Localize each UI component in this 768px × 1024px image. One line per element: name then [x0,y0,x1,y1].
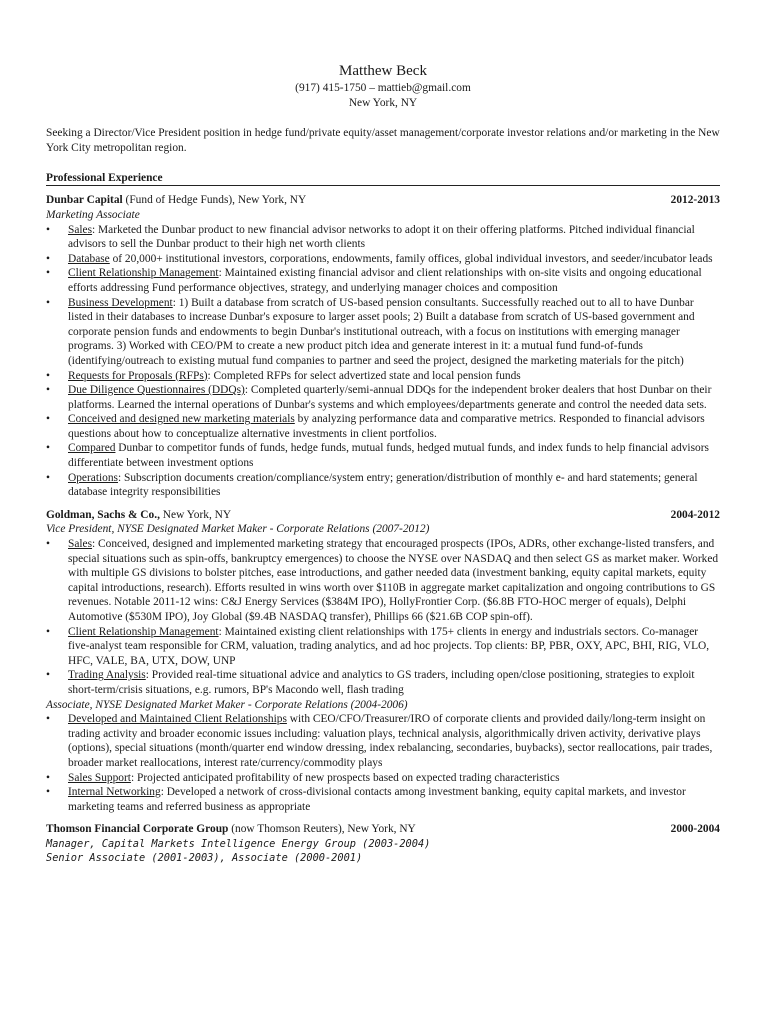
bullet-text: : Completed RFPs for select advertized state and local pension funds [207,369,521,382]
phone-number: (917) 415-1750 [295,82,367,94]
bullet-icon: • [46,442,50,455]
bullet-icon: • [46,669,50,682]
bullet-text: : Provided real-time situational advice and analytics to GS traders, including open/close positioning, strategies to exploit short-term/crisis situations, e.g. rumors, BP's Macondo well, flash trading [68,669,695,696]
bullet-text: : Maintained existing client relationships with 175+ clients in energy and industrials sectors. Co-manager five-analyst team responsible for CRM, valuation, trading analytics, and ad hoc projects. Top clients: BP, PBR, OXY, APC, BHI, RIG, VLO, HFC, VALE, BA, UTX, DOW, UNP [68,625,710,667]
bullet-icon: • [46,384,50,397]
bullet-text: : Conceived, designed and implemented marketing strategy that encouraged prospects (IPOs, ADRs, other exchange-listed transfers, and special situations such as spin-offs, bankruptcy emergences) to choose the NYSE over NASDAQ and then select GS as market maker. Worked with multiple GS divisions to bolster pitches, ease introductions, and gather needed data (investment banking, equity capital markets, equity capital introductions, research). Efforts resulted in wins worth over $110B in aggregate market capitalization and ongoing contributions to GS revenues. Notable 2011-12 wins: C&J Energy Services ($384M IPO), HollyFrontier Corp. ($6.8B FTO-HOC merger of equals), Delphi Automotive ($530M IPO), Joy Global ($9.4B NASDAQ transfer), Phillips 66 ($21.6B COP spin-off). [68,538,719,623]
list-item [46,441,720,470]
bullet-text: : 1) Built a database from scratch of US-based pension consultants. Successfully reached out to all to have Dunbar listed in their databases to increase Dunbar's exposure to larger asset pools; 2) Built a database from scratch of US-based government and corporate pension funds and endowments to begin Dunbar's institutional outreach, with a focus on institutions with emerging manager programs. 3) Worked with CEO/PM to create a new product pitch idea and generate interest in it: a mutual fund fund-of-funds (identifying/outreach to existing mutual fund companies to partner and seed the project, designed the marketing materials for the pitch) [68,296,695,367]
job-goldman-sachs [46,508,720,814]
company-name: Dunbar Capital [46,194,123,207]
list-item [46,625,720,669]
list-item [46,668,720,697]
bullet-icon: • [46,267,50,280]
job-header [46,193,720,208]
list-item [46,537,720,625]
resume-header [46,62,720,110]
bullet-label: Operations [68,471,118,484]
job-dates: 2012-2013 [670,194,720,207]
list-item [46,266,720,295]
email-address[interactable]: mattieb@gmail.com [377,82,471,94]
list-item [46,771,720,786]
section-title-experience: Professional Experience [46,171,720,186]
bullet-icon: • [46,252,50,265]
bullet-label: Sales [68,538,93,551]
bullet-icon: • [46,538,50,551]
candidate-name: Matthew Beck [339,63,427,79]
objective-statement: Seeking a Director/Vice President position in hedge fund/private equity/asset management/corporate investor relations and/or marketing in the New York City metropolitan region. [46,127,720,154]
bullet-list [46,712,720,814]
list-item [46,712,720,770]
bullet-list [46,537,720,698]
bullet-label: Client Relationship Management [68,267,219,280]
contact-separator: – [366,82,378,94]
job-header [46,822,720,837]
list-item [46,223,720,252]
bullet-text: : Subscription documents creation/compliance/system entry; generation/distribution of monthly e- and hard statements; general database integrity responsibilities [68,471,698,499]
bullet-label: Due Diligence Questionnaires (DDQs) [68,384,245,397]
list-item [46,471,720,500]
job-dates: 2000-2004 [670,823,720,836]
bullet-label: Sales Support [68,771,131,784]
bullet-label: Conceived and designed new marketing materials [68,413,295,426]
company-details: (now Thomson Reuters), New York, NY [228,823,416,836]
job-dunbar-capital [46,193,720,499]
bullet-icon: • [46,296,50,309]
location: New York, NY [348,96,418,109]
bullet-text: : Developed a network of cross-divisional contacts among investment banking, equity capital markets, and investor marketing teams and referred business as appropriate [68,786,686,813]
list-item [46,296,720,369]
bullet-text: : Completed quarterly/semi-annual DDQs for the independent broker dealers that host Dunbar on their platforms. Learned the internal operations of Dunbar's systems and which employees/departments generate and control the needed data sets. [68,384,712,411]
bullet-label: Internal Networking [68,786,161,799]
bullet-label: Requests for Proposals (RFPs) [68,369,208,382]
company-details: New York, NY [159,508,232,521]
job-role: Manager, Capital Markets Intelligence Energy Group (2003-2004) [46,837,431,850]
company-name: Thomson Financial Corporate Group [46,823,229,836]
bullet-icon: • [46,771,50,784]
job-thomson-financial [46,822,720,865]
job-header [46,508,720,523]
bullet-label: Database [68,252,110,265]
company-details: (Fund of Hedge Funds), New York, NY [122,194,307,207]
bullet-text: Dunbar to competitor funds of funds, hedge funds, mutual funds, hedged mutual funds, and index funds to help financial advisors differentiate between investment options [68,442,709,470]
bullet-text: : Projected anticipated profitability of new prospects based on expected trading characteristics [130,771,560,784]
list-item [46,412,720,441]
bullet-icon: • [46,413,50,426]
bullet-icon: • [46,471,50,484]
bullet-icon: • [46,223,50,236]
bullet-label: Trading Analysis [68,669,146,682]
list-item [46,383,720,412]
job-dates: 2004-2012 [670,508,720,521]
bullet-text: : Maintained existing financial advisor and client relationships with on-site visits and ongoing educational efforts addressing Fund performance objectives, strategy, and underlying manager choices and composition [68,267,702,294]
job-role-secondary: Senior Associate (2001-2003), Associate (2000-2001) [46,852,363,865]
bullet-icon: • [46,369,50,382]
company-name: Goldman, Sachs & Co., [46,508,160,521]
bullet-label: Sales [68,223,93,236]
job-role: Marketing Associate [46,208,140,221]
list-item [46,369,720,384]
bullet-icon: • [46,625,50,638]
contact-line [46,81,720,96]
job-role-secondary: Associate, NYSE Designated Market Maker - Corporate Relations (2004-2006) [46,698,408,711]
bullet-label: Developed and Maintained Client Relationships [68,713,287,726]
bullet-text: of 20,000+ institutional investors, corporations, endowments, family offices, global individual investors, and seeder/incubator leads [109,252,713,265]
bullet-icon: • [46,786,50,799]
list-item [46,252,720,267]
job-role: Vice President, NYSE Designated Market Maker - Corporate Relations (2007-2012) [46,523,430,536]
bullet-label: Compared [68,442,116,455]
bullet-icon: • [46,713,50,726]
bullet-text: by analyzing performance data and comparative metrics. Responded to financial advisors questions about how to conceptualize alternative investments in client portfolios. [68,413,705,440]
bullet-label: Client Relationship Management [68,625,219,638]
bullet-text: with CEO/CFO/Treasurer/IRO of corporate clients and provided daily/long-term insight on trading activity and broader economic issues including: valuation plays, technical analysis, algorithmically driven activity, derivative plays (options), special situations (month/quarter end window dressing, index rebalancing, secondaries, buybacks), sector reallocations, pair trades, broader market reallocations, interest rate/currency/commodity plays [68,713,713,769]
bullet-text: : Marketed the Dunbar product to new financial advisor networks to adopt it on their offering platforms. Pitched individual financial advisors to sell the Dunbar product to their high net worth clients [68,223,695,251]
bullet-label: Business Development [68,296,173,309]
bullet-list [46,223,720,500]
list-item [46,785,720,814]
